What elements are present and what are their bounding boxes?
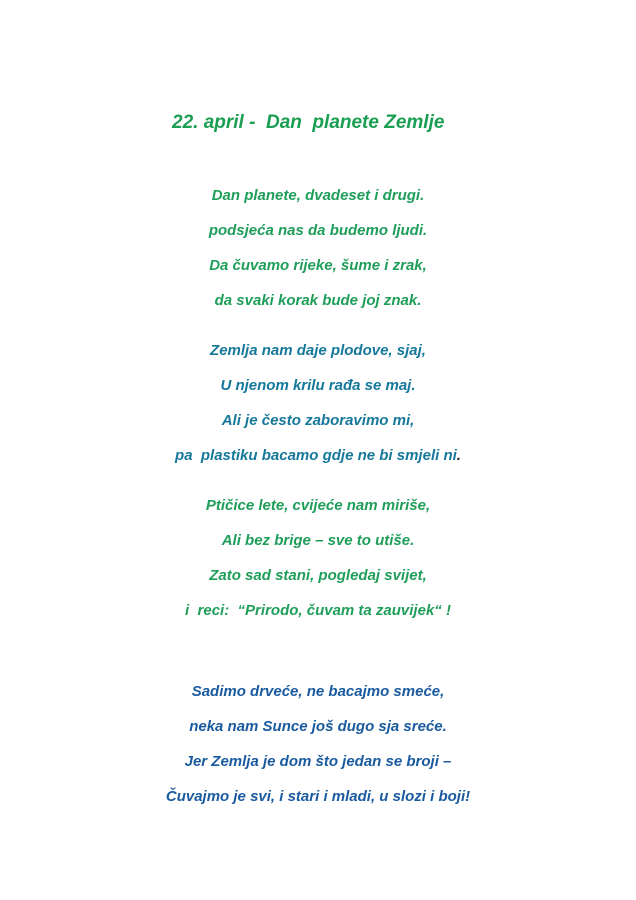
stanza-4-line-2: neka nam Sunce još dugo sja sreće.: [189, 718, 447, 735]
stanza-3: [100, 498, 536, 638]
stanza-4-line-4: Čuvajmo je svi, i stari i mladi, u slozi i boji!: [165, 788, 471, 805]
stanza-2-line-4-text: pa plastiku bacamo gdje ne bi smjeli ni: [175, 447, 457, 464]
stanza-2-line-2: U njenom krilu rađa se maj.: [220, 377, 416, 394]
stanza-4: [100, 684, 536, 824]
stanza-3-line-4: i reci: “Prirodo, čuvam ta zauvijek“ !: [185, 602, 451, 619]
stanza-1-line-1: Dan planete, dvadeset i drugi.: [211, 187, 425, 204]
stanza-1-line-3: Da čuvamo rijeke, šume i zrak,: [209, 257, 427, 274]
stanza-2-line-3: Ali je često zaboravimo mi,: [221, 412, 415, 429]
stanza-1-line-2: podsjeća nas da budemo ljudi.: [208, 222, 428, 239]
stanza-3-line-2: Ali bez brige – sve to utiše.: [221, 532, 415, 549]
stanza-2-final-mark: .: [456, 447, 461, 464]
stanza-4-line-3: Jer Zemlja je dom što jedan se broji –: [184, 753, 452, 770]
stanza-2-line-1: Zemlja nam daje plodove, sjaj,: [210, 342, 426, 359]
stanza-3-line-3: Zato sad stani, pogledaj svijet,: [209, 567, 427, 584]
stanza-2-line-4: [100, 448, 536, 463]
stanza-1: [100, 188, 536, 328]
stanza-4-line-1: Sadimo drveće, ne bacajmo smeće,: [191, 683, 445, 700]
stanza-2: [100, 343, 536, 483]
stanza-3-line-1: Ptičice lete, cvijeće nam miriše,: [205, 497, 431, 514]
poem-title: 22. april - Dan planete Zemlje: [172, 112, 445, 133]
stanza-1-line-4: da svaki korak bude joj znak.: [214, 292, 422, 309]
